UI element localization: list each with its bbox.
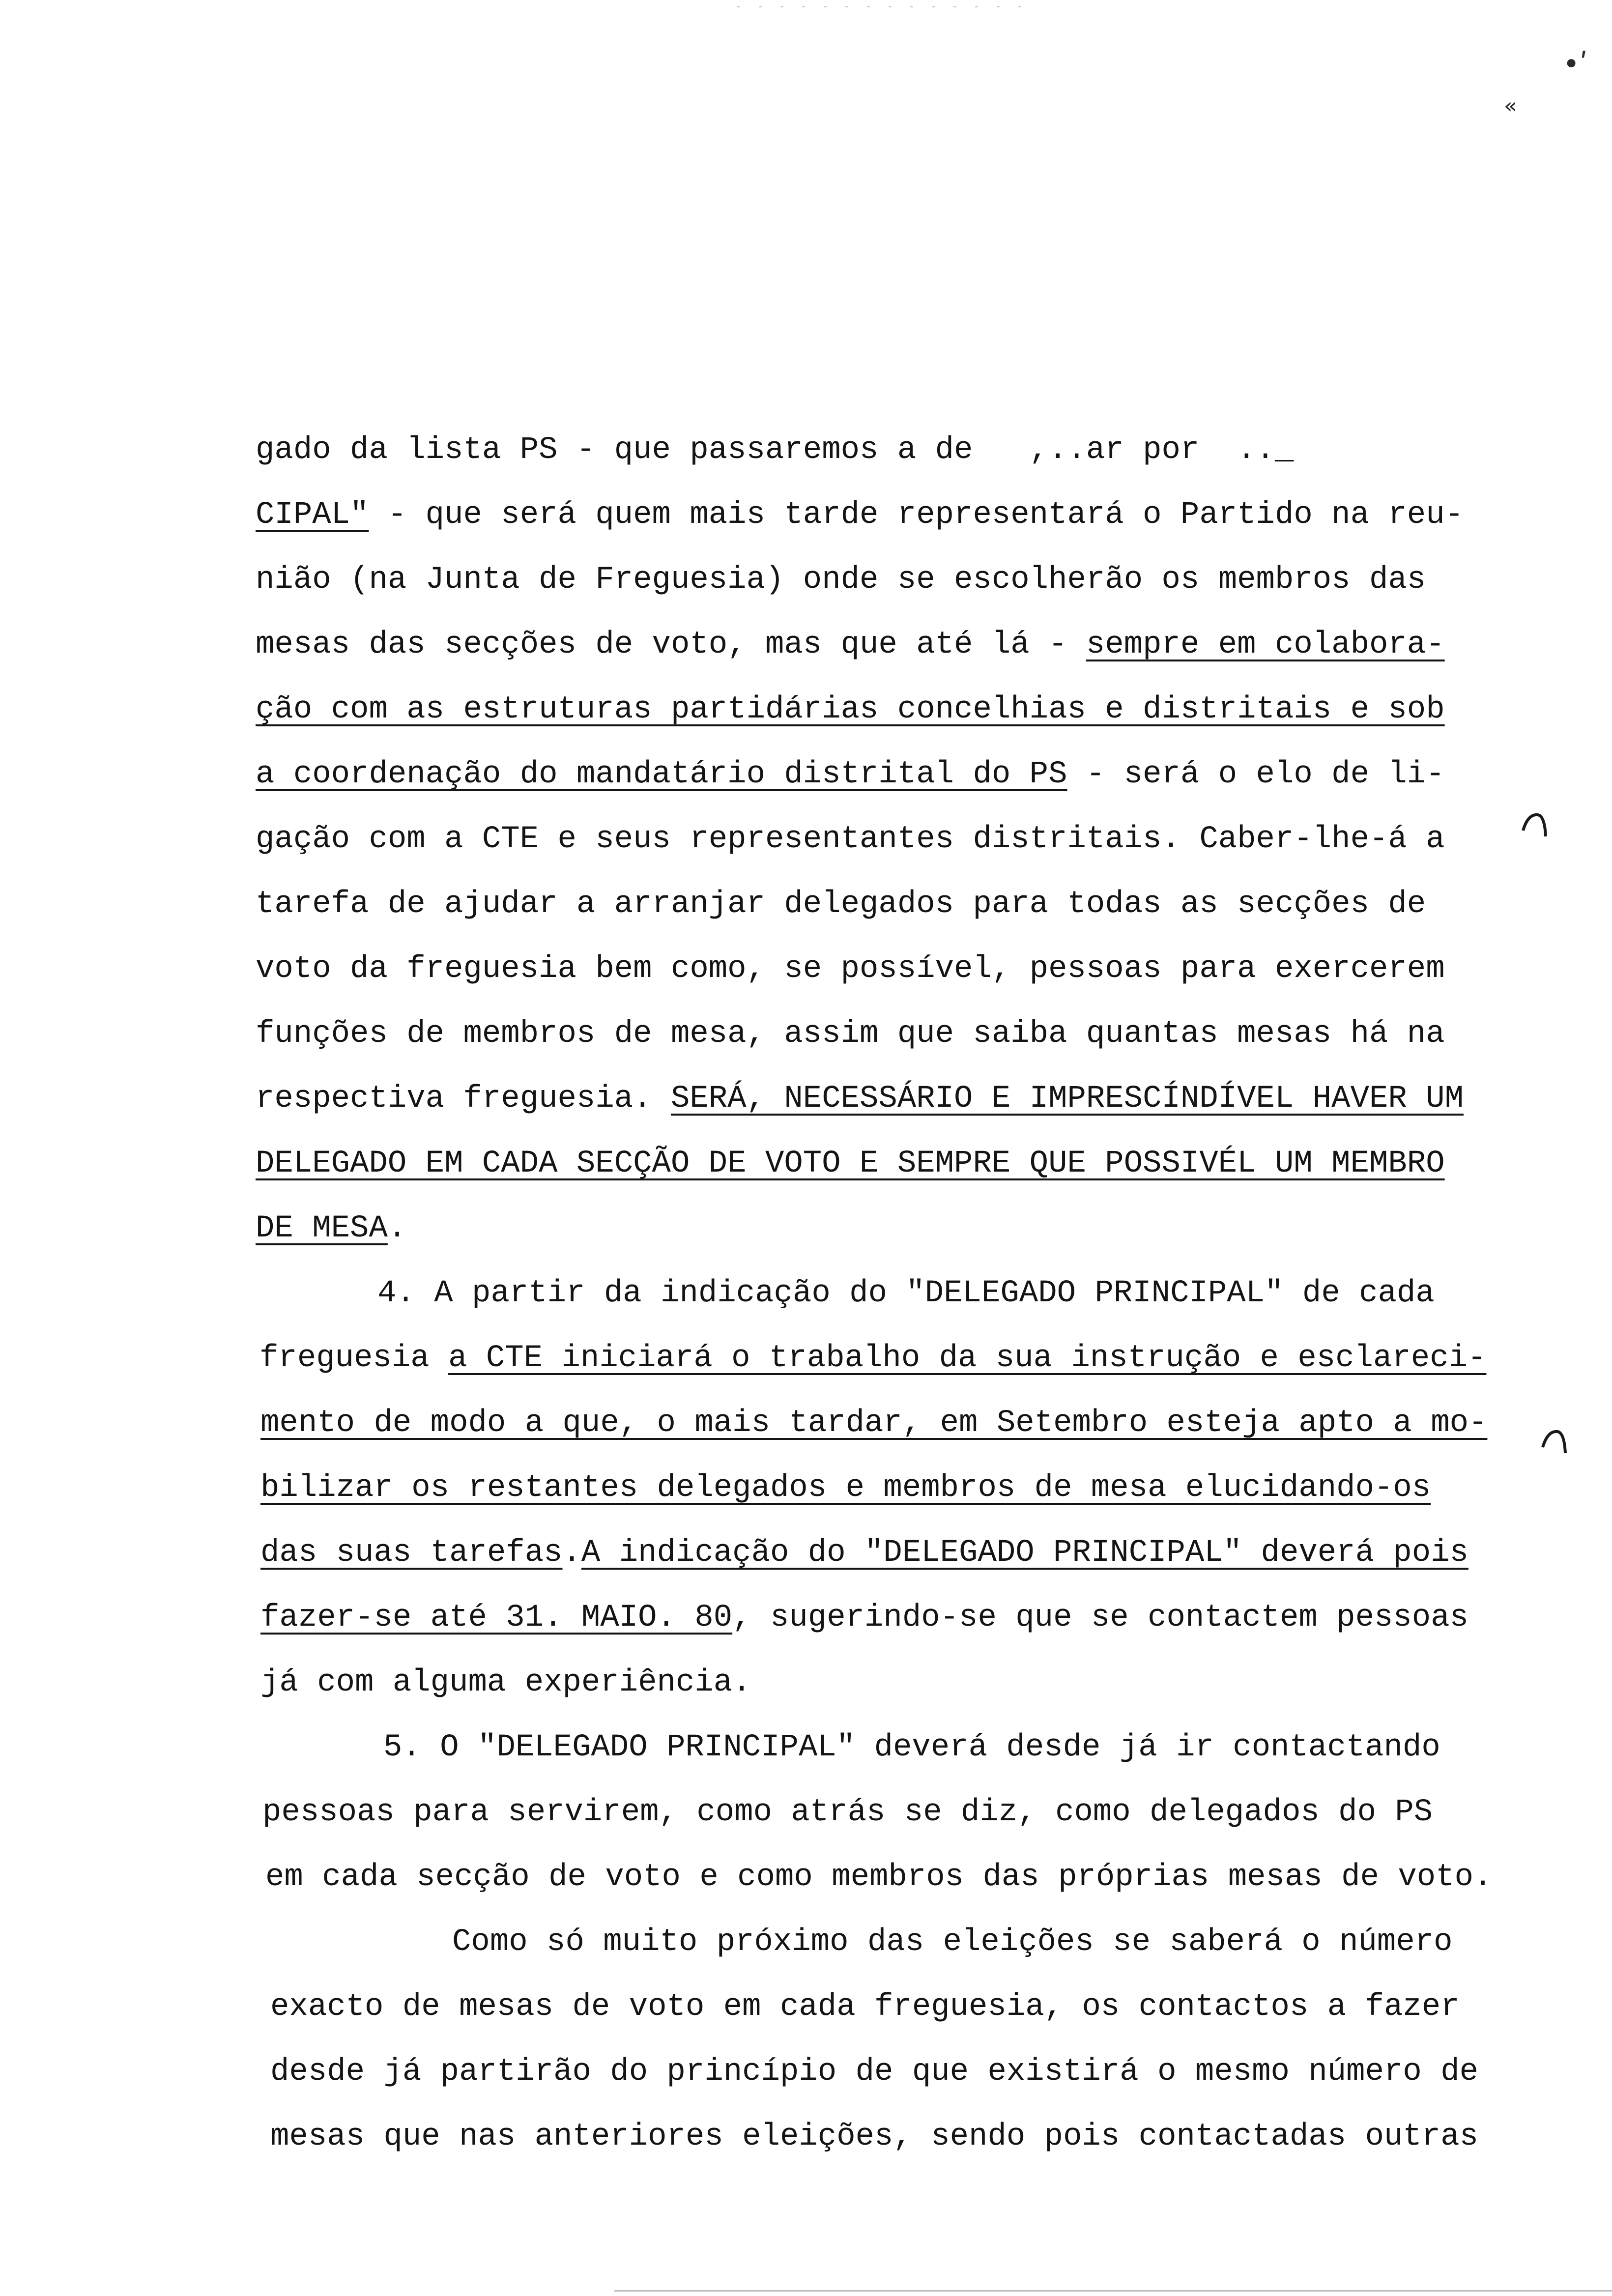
text-line: mesas que nas anteriores eleições, sendo pois contactadas outras bbox=[270, 2119, 1478, 2154]
text-line: funções de membros de mesa, assim que saiba quantas mesas há na bbox=[256, 1016, 1445, 1052]
text-line: 5. O "DELEGADO PRINCIPAL" deverá desde já ir contactando bbox=[383, 1730, 1440, 1765]
text-line: respectiva freguesia. SERÁ, NECESSÁRIO E IMPRESCÍNDÍVEL HAVER UM bbox=[256, 1081, 1464, 1117]
text-line: já com alguma experiência. bbox=[260, 1665, 751, 1700]
typewritten-body bbox=[256, 418, 1533, 2169]
text-line: bilizar os restantes delegados e membros de mesa elucidando-os bbox=[260, 1470, 1431, 1506]
text-line: desde já partirão do princípio de que existirá o mesmo número de bbox=[270, 2054, 1478, 2090]
text-line: a coordenação do mandatário distrital do PS - será o elo de li- bbox=[256, 757, 1445, 792]
text-line: fazer-se até 31. MAIO. 80, sugerindo-se que se contactem pessoas bbox=[260, 1600, 1468, 1636]
scan-artifact-bottom-rule bbox=[614, 2290, 1612, 2292]
text-line: mesas das secções de voto, mas que até lá - sempre em colabora- bbox=[256, 627, 1445, 662]
text-line: tarefa de ajudar a arranjar delegados para todas as secções de bbox=[256, 887, 1426, 922]
handwritten-mark: •ʹ bbox=[1563, 47, 1588, 81]
text-line: gação com a CTE e seus representantes distritais. Caber-lhe-á a bbox=[256, 822, 1445, 857]
text-line: das suas tarefas.A indicação do "DELEGADO PRINCIPAL" deverá pois bbox=[260, 1535, 1468, 1571]
text-line: Como só muito próximo das eleições se saberá o número bbox=[452, 1924, 1453, 1960]
handwritten-mark-small: « bbox=[1504, 93, 1517, 118]
text-line: DE MESA. bbox=[256, 1211, 407, 1246]
text-line: em cada secção de voto e como membros das próprias mesas de voto. bbox=[265, 1860, 1493, 1895]
text-line: voto da freguesia bem como, se possível, pessoas para exercerem bbox=[256, 951, 1445, 987]
text-line: 4. A partir da indicação do "DELEGADO PRINCIPAL" de cada bbox=[377, 1276, 1435, 1311]
text-line: ção com as estruturas partidárias concelhias e distritais e sob bbox=[256, 692, 1445, 727]
text-line: pessoas para servirem, como atrás se diz, como delegados do PS bbox=[262, 1795, 1433, 1830]
margin-bracket-mark bbox=[1541, 1428, 1568, 1457]
scan-artifact-top bbox=[737, 6, 1032, 7]
text-line: nião (na Junta de Freguesia) onde se escolherão os membros das bbox=[256, 562, 1426, 598]
text-line: CIPAL" - que será quem mais tarde representará o Partido na reu- bbox=[256, 497, 1464, 533]
text-line: exacto de mesas de voto em cada freguesia, os contactos a fazer bbox=[270, 1989, 1460, 2025]
text-line: DELEGADO EM CADA SECÇÃO DE VOTO E SEMPRE QUE POSSIVÉL UM MEMBRO bbox=[256, 1146, 1445, 1181]
text-line: freguesia a CTE iniciará o trabalho da sua instrução e esclareci- bbox=[259, 1341, 1487, 1376]
text-line: gado da lista PS - que passaremos a de ,..ar por .._ bbox=[256, 432, 1294, 468]
text-line: mento de modo a que, o mais tardar, em Setembro esteja apto a mo- bbox=[260, 1406, 1488, 1441]
